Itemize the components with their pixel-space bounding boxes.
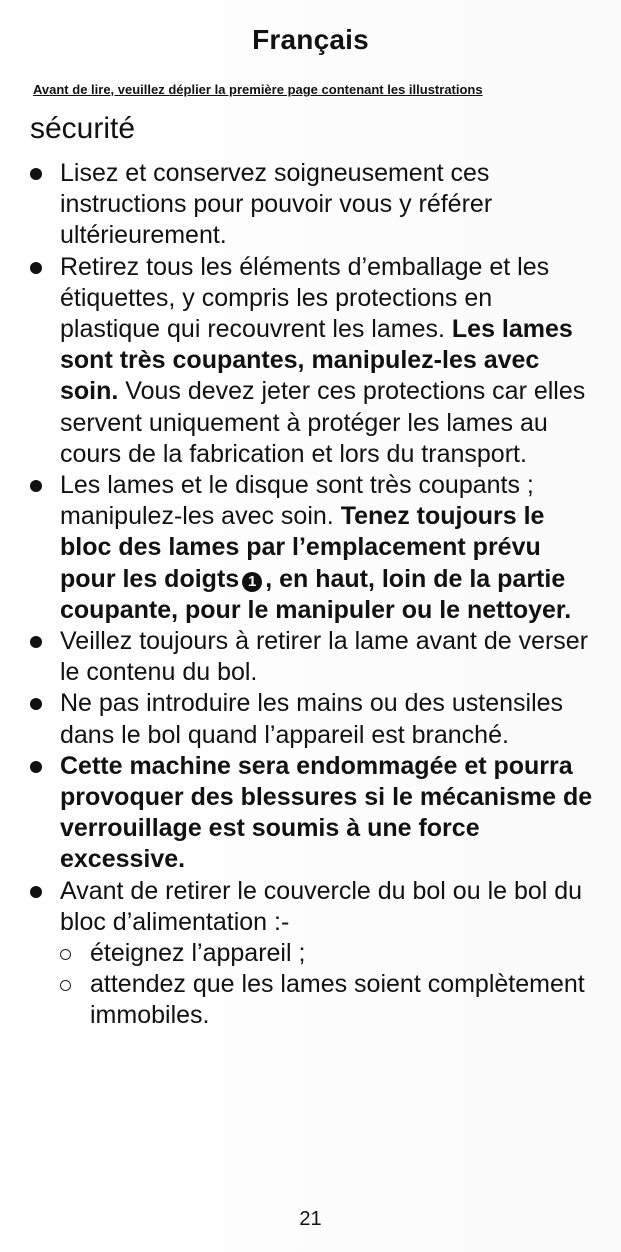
figure-reference-icon: 1 xyxy=(242,572,262,592)
safety-list xyxy=(30,158,595,1032)
bullet-warning-text: Tenez toujours le bloc des lames par l’emplacement prévu pour les doigts xyxy=(60,502,545,593)
page-number: 21 xyxy=(299,1208,322,1230)
bullet-icon xyxy=(30,886,42,898)
list-item xyxy=(30,158,595,252)
bullet-icon xyxy=(30,262,42,274)
section-heading: sécurité xyxy=(30,112,136,145)
list-item xyxy=(30,876,595,1032)
circle-bullet-icon xyxy=(60,980,71,991)
bullet-icon xyxy=(30,761,42,773)
bullet-text: Les lames et le disque sont très coupants ; manipulez-les avec soin. xyxy=(60,471,534,531)
sub-bullet-text: éteignez l’appareil ; xyxy=(90,939,306,968)
bullet-icon xyxy=(30,168,42,180)
sub-list-item xyxy=(60,938,595,969)
list-item xyxy=(30,688,595,750)
sub-bullet-text: attendez que les lames soient complètement immobiles. xyxy=(90,970,585,1030)
sub-list xyxy=(60,938,595,1032)
bullet-warning-text: Cette machine sera endommagée et pourra provoquer des blessures si le mécanisme de verrouillage est soumis à une force excessive. xyxy=(60,751,593,874)
bullet-text: Lisez et conservez soigneusement ces instructions pour pouvoir vous y référer ultérieurement. xyxy=(60,159,493,250)
bullet-icon xyxy=(30,636,42,648)
bullet-text: Avant de retirer le couvercle du bol ou le bol du bloc d’alimentation :- xyxy=(60,876,583,936)
list-item xyxy=(30,751,595,876)
page-title: Français xyxy=(252,24,369,55)
list-item xyxy=(30,252,595,470)
bullet-text: Vous devez jeter ces protections car elles servent uniquement à protéger les lames au cours de la fabrication et lors du transport. xyxy=(60,377,586,468)
bullet-icon xyxy=(30,480,42,492)
bullet-text: Retirez tous les éléments d’emballage et les étiquettes, y compris les protections en plastique qui recouvrent les lames. xyxy=(60,252,550,344)
bullet-icon xyxy=(30,698,42,710)
sub-list-item xyxy=(60,969,595,1031)
safety-content xyxy=(30,158,595,1032)
list-item xyxy=(30,626,595,688)
list-item xyxy=(30,470,595,626)
bullet-text: Veillez toujours à retirer la lame avant de verser le contenu du bol. xyxy=(60,627,589,687)
bullet-warning-text: Les lames sont très coupantes, manipulez-les avec soin. xyxy=(60,315,573,406)
instruction-note: Avant de lire, veuillez déplier la première page contenant les illustrations xyxy=(33,82,483,97)
circle-bullet-icon xyxy=(60,949,71,960)
bullet-text: Ne pas introduire les mains ou des ustensiles dans le bol quand l’appareil est branché. xyxy=(60,689,564,749)
bullet-warning-text: , en haut, loin de la partie coupante, pour le manipuler ou le nettoyer. xyxy=(60,564,572,624)
